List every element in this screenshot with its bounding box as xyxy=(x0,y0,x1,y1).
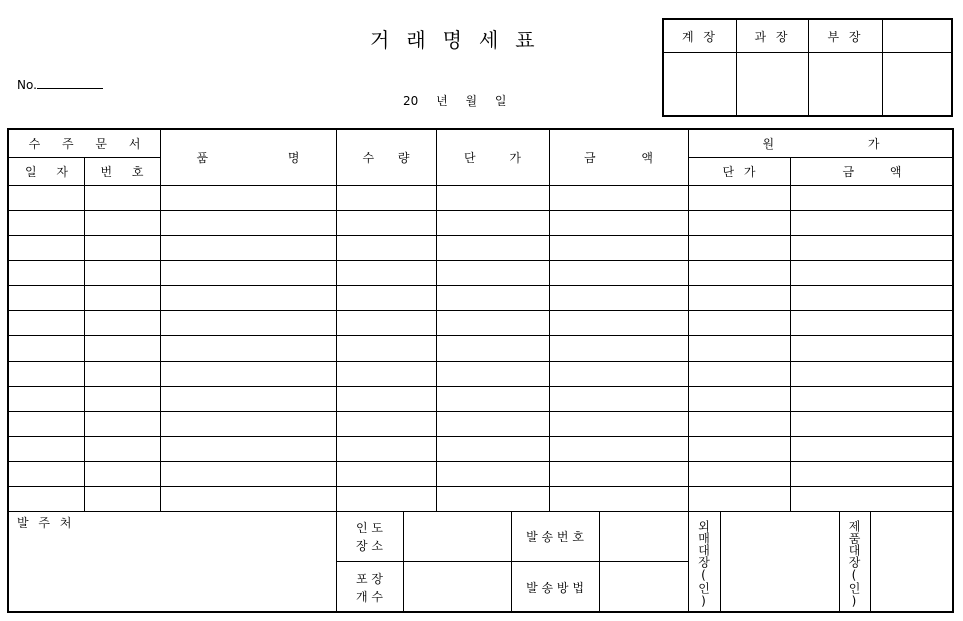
header-bottom-line xyxy=(9,185,954,186)
amount-header: 금 액 xyxy=(584,151,653,165)
unit-price-header: 단 가 xyxy=(464,151,521,165)
approval-label-2: 과 장 xyxy=(737,20,809,52)
table-row-line xyxy=(9,285,954,286)
table-row-line xyxy=(9,386,954,387)
table-row-line xyxy=(9,361,954,362)
footer-line xyxy=(870,511,871,613)
shipping-method-label: 발 송 방 법 xyxy=(526,580,584,595)
package-count-label-2: 개 수 xyxy=(356,589,383,604)
approval-sign-3[interactable] xyxy=(809,53,883,115)
orderer-label: 발 주 처 xyxy=(17,515,75,530)
delivery-place-label-1: 인 도 xyxy=(356,520,383,535)
approval-sign-1[interactable] xyxy=(664,53,737,115)
quantity-header: 수 량 xyxy=(362,151,410,165)
document-number xyxy=(17,78,103,92)
document-number-field[interactable] xyxy=(37,78,103,89)
approval-sign-row xyxy=(664,53,951,115)
document-number-label: No. xyxy=(17,78,37,92)
invoice-table xyxy=(7,128,954,613)
date-column-header: 일 자 xyxy=(25,164,68,179)
footer-line xyxy=(599,511,600,613)
col-line xyxy=(436,130,437,511)
table-row-line xyxy=(9,310,954,311)
item-name-header: 품 명 xyxy=(196,151,300,165)
date-line: 20 년 월 일 xyxy=(403,94,507,108)
approval-label-3: 부 장 xyxy=(809,20,883,52)
approval-sign-2[interactable] xyxy=(737,53,809,115)
table-row-line xyxy=(9,436,954,437)
col-line xyxy=(549,130,550,511)
approval-box xyxy=(662,18,953,117)
approval-label-1: 계 장 xyxy=(664,20,737,52)
col-line xyxy=(160,130,161,511)
page-title: 거래명세표 xyxy=(370,28,552,52)
package-count-label-1: 포 장 xyxy=(356,571,383,586)
cost-unit-price-header: 단 가 xyxy=(722,164,756,179)
cost-amount-header: 금 액 xyxy=(842,164,902,179)
table-row-line xyxy=(9,335,954,336)
delivery-place-label-2: 장 소 xyxy=(356,538,383,553)
external-manager-label: 외매대장(인) xyxy=(696,520,711,608)
table-row-line xyxy=(9,235,954,236)
table-row-line xyxy=(9,411,954,412)
cost-header: 원 가 xyxy=(762,137,880,151)
footer-line xyxy=(720,511,721,613)
footer-top-line xyxy=(9,511,954,512)
table-row-line xyxy=(9,486,954,487)
table-row-line xyxy=(9,260,954,261)
footer-line xyxy=(403,511,404,613)
product-manager-label: 제품대장(인) xyxy=(847,520,861,608)
order-doc-header: 수 주 문 서 xyxy=(28,137,141,151)
shipping-number-label: 발 송 번 호 xyxy=(526,529,584,544)
approval-sign-4[interactable] xyxy=(883,53,953,115)
number-column-header: 번 호 xyxy=(100,164,144,179)
table-row-line xyxy=(9,210,954,211)
approval-header-row xyxy=(664,20,951,53)
table-row-line xyxy=(9,461,954,462)
approval-label-4 xyxy=(883,20,953,52)
